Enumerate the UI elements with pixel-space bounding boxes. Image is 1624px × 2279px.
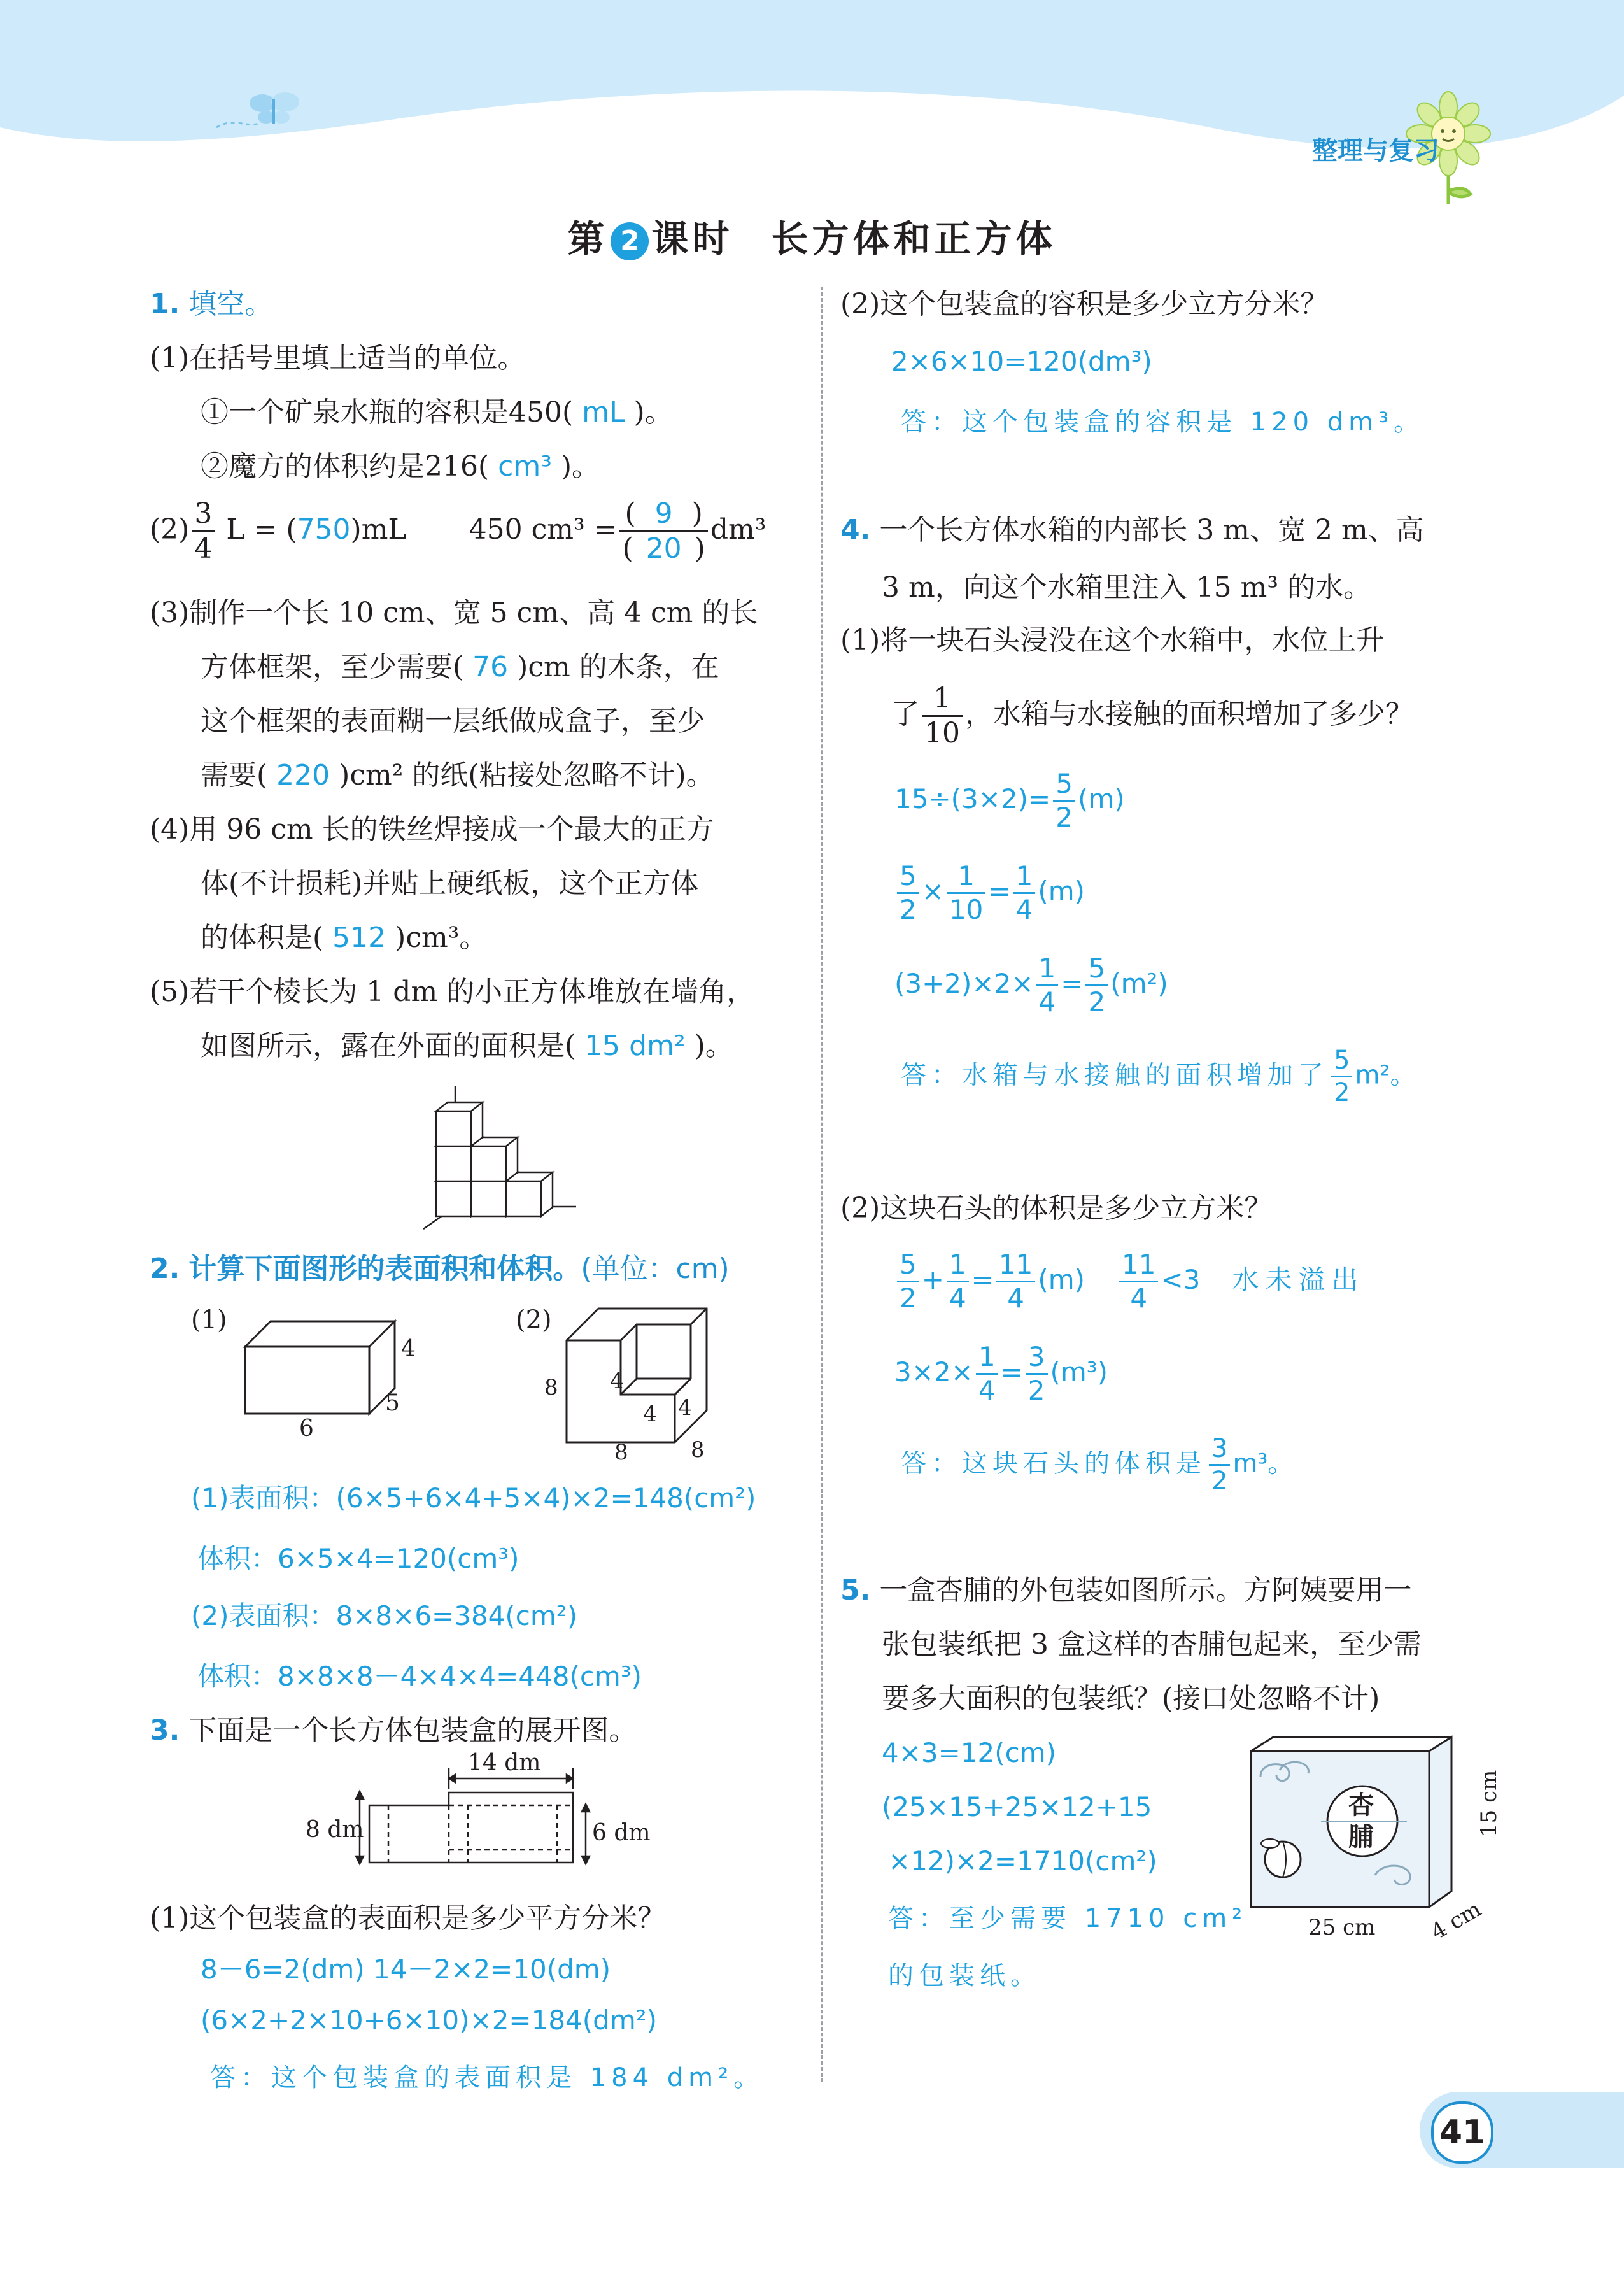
q3-p2-head: (2)这个包装盒的容积是多少立方分米？ bbox=[840, 288, 1329, 320]
svg-text:14 dm: 14 dm bbox=[468, 1750, 541, 1776]
svg-text:25 cm: 25 cm bbox=[1308, 1915, 1376, 1940]
q5-line3: 要多大面积的包装纸？(接口处忽略不计) bbox=[882, 1682, 1380, 1715]
svg-text:4: 4 bbox=[610, 1368, 624, 1394]
q4-p1-answer-4: 答：水箱与水接触的面积增加了 $\frac{5}{2}$ m²。 bbox=[901, 1046, 1416, 1107]
q1-p4-line1: (4)用 96 cm 长的铁丝焊接成一个最大的正方 bbox=[150, 813, 714, 846]
svg-text:8: 8 bbox=[691, 1437, 705, 1463]
box-net-figure bbox=[306, 1750, 662, 1882]
q1-p4-line2: 体(不计损耗)并贴上硬纸板，这个正方体 bbox=[201, 867, 699, 900]
svg-text:8: 8 bbox=[614, 1440, 628, 1465]
cuboid-figure-1 bbox=[185, 1299, 427, 1442]
svg-text:15 cm: 15 cm bbox=[1476, 1770, 1502, 1837]
q1-p1-a: ①一个矿泉水瓶的容积是450( mL )。 bbox=[201, 396, 673, 429]
q1-p2: (2) $\frac{3}{4}$ L = (750)mL 450 cm³ = $\frac{( 9 )}{( 20 )}$ dm³ bbox=[150, 497, 766, 565]
fraction: $\frac{3}{4}$ bbox=[192, 500, 215, 563]
q4-p2-answer-1: $\frac{5}{2}$ + $\frac{1}{4}$ = $\frac{11}{4}$ (m) $\frac{11}{4}$ <3 水未溢出 bbox=[894, 1251, 1364, 1312]
q3-heading: 3. 下面是一个长方体包装盒的展开图。 bbox=[150, 1714, 637, 1747]
q1-p3-line4: 需要( 220 )cm² 的纸(粘接处忽略不计)。 bbox=[201, 759, 714, 792]
q4-p2-head: (2)这块石头的体积是多少立方米？ bbox=[840, 1192, 1273, 1225]
q3-p2-answer-1: 2×6×10=120(dm³) bbox=[891, 346, 1152, 377]
q5-answer-3: ×12)×2=1710(cm²) bbox=[888, 1845, 1157, 1877]
svg-text:4: 4 bbox=[678, 1395, 692, 1421]
apricot-box-figure bbox=[1241, 1732, 1502, 1945]
svg-text:(1): (1) bbox=[191, 1305, 227, 1335]
q1-p3-line1: (3)制作一个长 10 cm、宽 5 cm、高 4 cm 的长 bbox=[150, 597, 758, 629]
q4-p1-answer-1: 15÷(3×2)= $\frac{5}{2}$ (m) bbox=[894, 768, 1125, 833]
svg-text:8 dm: 8 dm bbox=[306, 1817, 364, 1843]
answer-blank: 76 bbox=[472, 651, 509, 683]
svg-text:6 dm: 6 dm bbox=[592, 1820, 651, 1846]
section-tag: 整理与复习 bbox=[1312, 136, 1439, 166]
page-number: 41 bbox=[1431, 2101, 1493, 2164]
q4-line1: 4. 一个长方体水箱的内部长 3 m、宽 2 m、高 bbox=[840, 514, 1424, 546]
q3-p1-answer-1: 8－6=2(dm) 14－2×2=10(dm) bbox=[201, 1954, 611, 1985]
answer-blank: 15 dm² bbox=[584, 1030, 686, 1062]
q3-p1-head: (1)这个包装盒的表面积是多少平方分米？ bbox=[150, 1902, 666, 1935]
answer-blank: cm³ bbox=[498, 450, 552, 483]
q4-p2-answer-3: 答：这块石头的体积是 $\frac{3}{2}$ m³。 bbox=[901, 1434, 1294, 1496]
svg-text:杏: 杏 bbox=[1348, 1790, 1374, 1820]
q5-answer-2: (25×15+25×12+15 bbox=[882, 1791, 1152, 1822]
q2-answer-4: 体积：8×8×8－4×4×4=448(cm³) bbox=[197, 1661, 642, 1692]
lesson-number-badge: 2 bbox=[611, 222, 649, 260]
q1-p3-line3: 这个框架的表面糊一层纸做成盒子，至少 bbox=[201, 705, 705, 737]
column-divider bbox=[821, 287, 823, 2082]
lesson-title: 第 2 课时 长方体和正方体 bbox=[567, 217, 1057, 260]
svg-text:4: 4 bbox=[643, 1402, 657, 1427]
answer-blank: 220 bbox=[276, 759, 330, 792]
q2-answer-3: (2)表面积：8×8×6=384(cm²) bbox=[191, 1600, 578, 1631]
q4-p1-answer-2: $\frac{5}{2}$ × $\frac{1}{10}$ = $\frac{1}{4}$ (m) bbox=[894, 863, 1085, 923]
q4-p1-answer-3: (3+2)×2× $\frac{1}{4}$ = $\frac{5}{2}$ (m²) bbox=[894, 953, 1168, 1018]
q4-p2-answer-2: 3×2× $\frac{1}{4}$ = $\frac{3}{2}$ (m³) bbox=[894, 1341, 1108, 1406]
q4-line2: 3 m，向这个水箱里注入 15 m³ 的水。 bbox=[882, 571, 1372, 604]
q3-p1-answer-3: 答：这个包装盒的表面积是 184 dm²。 bbox=[210, 2063, 765, 2092]
q5-line2: 张包装纸把 3 盒这样的杏脯包起来，至少需 bbox=[882, 1628, 1422, 1661]
q2-answer-1: (1)表面积：(6×5+6×4+5×4)×2=148(cm²) bbox=[191, 1482, 756, 1514]
q2-answer-2: 体积：6×5×4=120(cm³) bbox=[197, 1543, 519, 1574]
svg-text:4: 4 bbox=[401, 1336, 416, 1362]
fraction: $\frac{1}{10}$ bbox=[922, 685, 963, 748]
q1-p4-line3: 的体积是( 512 )cm³。 bbox=[201, 921, 488, 954]
svg-text:(2): (2) bbox=[516, 1305, 552, 1335]
answer-blank: 750 bbox=[297, 513, 351, 546]
svg-text:脯: 脯 bbox=[1348, 1822, 1374, 1852]
stacked-cubes-figure bbox=[414, 1076, 586, 1235]
q1-heading: 1. 填空。 bbox=[150, 288, 273, 320]
q5-line1: 5. 一盒杏脯的外包装如图所示。方阿姨要用一 bbox=[840, 1574, 1412, 1607]
fraction: $\frac{( 9 )}{( 20 )}$ bbox=[619, 500, 707, 563]
q3-p1-answer-2: (6×2+2×10+6×10)×2=184(dm²) bbox=[201, 2005, 657, 2036]
q1-p3-line2: 方体框架，至少需要( 76 )cm 的木条，在 bbox=[201, 651, 719, 683]
svg-text:6: 6 bbox=[299, 1416, 314, 1442]
q5-answer-1: 4×3=12(cm) bbox=[882, 1737, 1057, 1768]
q1-p5-line2: 如图所示，露在外面的面积是( 15 dm² )。 bbox=[201, 1030, 733, 1062]
q1-p5-line1: (5)若干个棱长为 1 dm 的小正方体堆放在墙角， bbox=[150, 976, 755, 1008]
q3-p2-answer-2: 答：这个包装盒的容积是 120 dm³。 bbox=[901, 408, 1425, 437]
q5-answer-4: 答：至少需要 1710 cm² bbox=[888, 1904, 1248, 1933]
svg-text:4 cm: 4 cm bbox=[1427, 1896, 1486, 1945]
q4-p1-head: (1)将一块石头浸没在这个水箱中，水位上升 bbox=[840, 624, 1385, 657]
cube-with-notch-figure-2 bbox=[516, 1299, 719, 1465]
q2-heading: 2. 计算下面图形的表面积和体积。(单位：cm) bbox=[150, 1253, 730, 1285]
q4-p1-line2: 了 $\frac{1}{10}$ ，水箱与水接触的面积增加了多少？ bbox=[891, 682, 1413, 749]
answer-blank: mL bbox=[582, 396, 625, 429]
svg-text:8: 8 bbox=[544, 1375, 558, 1400]
svg-text:5: 5 bbox=[385, 1390, 400, 1416]
answer-blank: 512 bbox=[332, 921, 386, 954]
q5-answer-5: 的包装纸。 bbox=[888, 1961, 1041, 1991]
header-wave-banner bbox=[0, 0, 1624, 210]
q1-p1-head: (1)在括号里填上适当的单位。 bbox=[150, 342, 526, 374]
q1-p1-b: ②魔方的体积约是216( cm³ )。 bbox=[201, 450, 600, 483]
